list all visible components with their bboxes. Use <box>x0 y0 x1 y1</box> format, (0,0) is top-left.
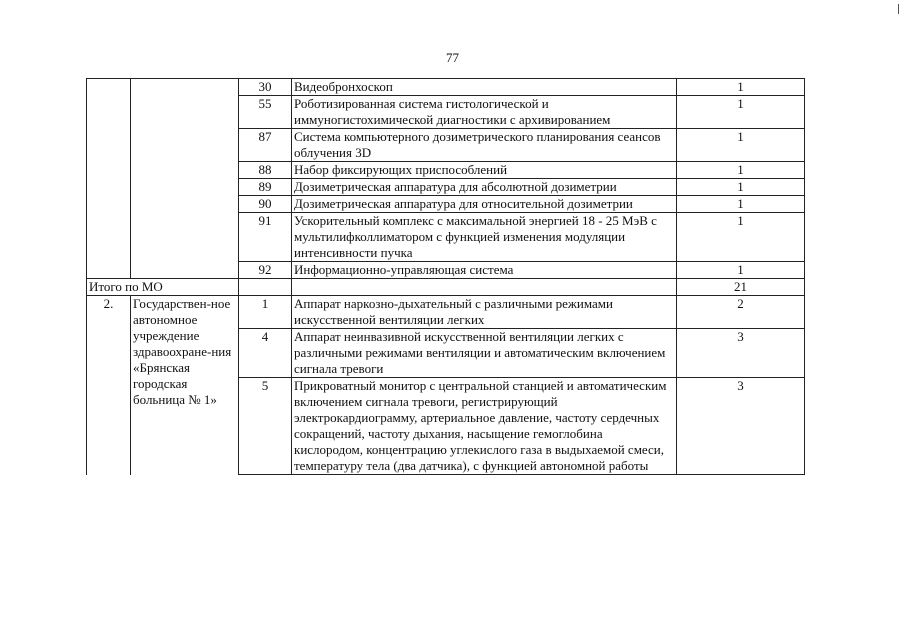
table-row <box>87 79 805 96</box>
row-number-cell <box>87 79 131 279</box>
equipment-code: 90 <box>239 196 292 213</box>
equipment-name: Набор фиксирующих приспособлений <box>292 162 677 179</box>
equipment-quantity: 1 <box>677 162 805 179</box>
row-number: 2. <box>87 296 131 475</box>
equipment-code: 55 <box>239 96 292 129</box>
equipment-name: Информационно-управляющая система <box>292 262 677 279</box>
equipment-name: Аппарат неинвазивной искусственной вентиляции легких с различными режимами вентиляции и автоматическим включением сигнала тревоги <box>292 329 677 378</box>
edge-mark <box>898 4 899 14</box>
total-row <box>87 279 805 296</box>
equipment-name: Прикроватный монитор с центральной станцией и автоматическим включением сигнала тревоги, регистрирующий электрокардиограмму, артериальное давление, частоту сердечных сокращений, частоту дыхания, насыщение гемоглобина кислородом, концентрацию углекислого газа в выдыхаемой смеси, температуру тела (два датчика), с функцией автономной работы <box>292 378 677 475</box>
equipment-name: Роботизированная система гистологической и иммуногистохимической диагностики с архивированием <box>292 96 677 129</box>
equipment-quantity: 3 <box>677 378 805 475</box>
equipment-quantity: 1 <box>677 196 805 213</box>
page-number: 77 <box>446 50 459 65</box>
equipment-quantity: 3 <box>677 329 805 378</box>
equipment-code: 5 <box>239 378 292 475</box>
equipment-quantity: 1 <box>677 262 805 279</box>
equipment-code: 92 <box>239 262 292 279</box>
equipment-code: 89 <box>239 179 292 196</box>
equipment-quantity: 1 <box>677 96 805 129</box>
equipment-code: 87 <box>239 129 292 162</box>
equipment-name: Аппарат наркозно-дыхательный с различными режимами искусственной вентиляции легких <box>292 296 677 329</box>
equipment-name: Видеобронхоскоп <box>292 79 677 96</box>
equipment-code: 4 <box>239 329 292 378</box>
equipment-name: Ускорительный комплекс с максимальной энергией 18 - 25 МэВ с мультилифколлиматором с функцией изменения модуляции интенсивности пучка <box>292 213 677 262</box>
equipment-name: Дозиметрическая аппаратура для абсолютной дозиметрии <box>292 179 677 196</box>
table-row <box>87 296 805 329</box>
equipment-quantity: 1 <box>677 129 805 162</box>
equipment-name: Система компьютерного дозиметрического планирования сеансов облучения 3D <box>292 129 677 162</box>
equipment-quantity: 1 <box>677 213 805 262</box>
total-label: Итого по МО <box>87 279 239 296</box>
equipment-name: Дозиметрическая аппаратура для относительной дозиметрии <box>292 196 677 213</box>
total-empty-name <box>292 279 677 296</box>
organization-cell <box>131 79 239 279</box>
total-quantity: 21 <box>677 279 805 296</box>
equipment-code: 30 <box>239 79 292 96</box>
equipment-quantity: 1 <box>677 179 805 196</box>
equipment-code: 91 <box>239 213 292 262</box>
organization-name: Государствен-ное автономное учреждение здравоохране-ния «Брянская городская больница № 1» <box>131 296 239 475</box>
equipment-quantity: 2 <box>677 296 805 329</box>
equipment-code: 1 <box>239 296 292 329</box>
equipment-table <box>86 78 805 475</box>
equipment-quantity: 1 <box>677 79 805 96</box>
equipment-code: 88 <box>239 162 292 179</box>
total-empty-code <box>239 279 292 296</box>
